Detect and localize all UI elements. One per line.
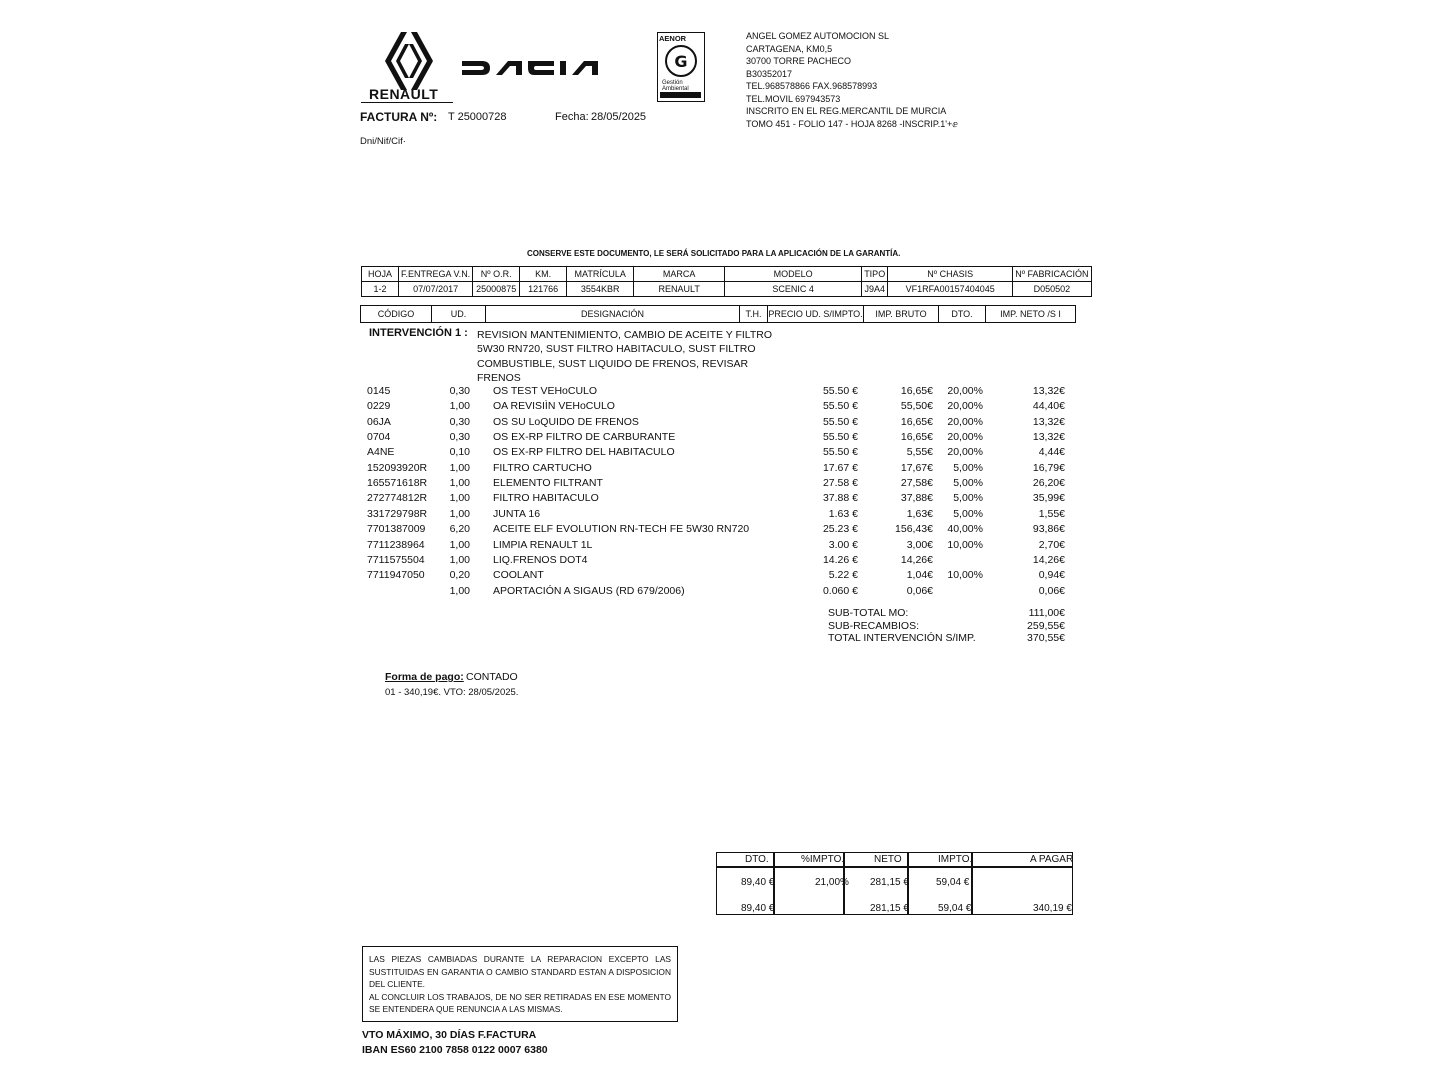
item-quantity: 1,00 <box>449 538 470 551</box>
item-gross: 55,50€ <box>900 400 933 413</box>
item-gross: 14,26€ <box>900 553 933 566</box>
vehicle-value-cell: RENAULT <box>634 282 725 297</box>
dacia-logo <box>460 57 610 79</box>
item-quantity: 0,30 <box>449 385 470 397</box>
item-code: 152093920R <box>367 461 428 474</box>
vehicle-info-table <box>361 266 1092 297</box>
vehicle-header-cell: Nº O.R. <box>473 267 520 282</box>
item-unit-price: 55.50 € <box>822 431 858 444</box>
vehicle-header-cell: MODELO <box>725 267 862 282</box>
item-discount: 5,00% <box>953 461 983 474</box>
item-unit-price: 3.00 € <box>828 538 858 551</box>
item-description: FILTRO HABITACULO <box>493 492 599 505</box>
item-quantity: 1,00 <box>449 507 470 520</box>
warranty-notice: CONSERVE ESTE DOCUMENTO, LE SERÁ SOLICITADO PARA LA APLICACIÓN DE LA GARANTÍA. <box>527 249 901 258</box>
item-net: 26,20€ <box>1032 477 1065 490</box>
totals-table <box>716 852 1073 915</box>
company-city: 30700 TORRE PACHECO <box>746 56 852 66</box>
item-gross: 1,04€ <box>906 569 933 582</box>
item-code: 7711238964 <box>367 538 425 551</box>
item-net: 14,26€ <box>1032 553 1065 566</box>
vehicle-value-cell: 3554KBR <box>567 282 634 297</box>
col-discount: DTO. <box>939 306 986 322</box>
vehicle-header-cell: HOJA <box>362 267 399 282</box>
item-code: 0229 <box>367 400 391 413</box>
vehicle-header-cell: Nº CHASIS <box>888 267 1013 282</box>
item-description: OA REVISIÌN VEHoCULO <box>493 400 615 413</box>
dni-label: Dni/Nif/Cif· <box>360 136 406 147</box>
vehicle-header-cell: TIPO <box>862 267 888 282</box>
item-description: LIQ.FRENOS DOT4 <box>493 553 588 566</box>
company-phone: TEL.968578866 FAX.968578993 <box>746 81 878 91</box>
item-quantity: 1,00 <box>449 553 470 566</box>
payment-terms: VTO MÁXIMO, 30 DÍAS F.FACTURA <box>362 1029 537 1041</box>
item-net: 13,32€ <box>1032 385 1065 397</box>
item-code: 0704 <box>367 431 391 444</box>
item-unit-price: 55.50 € <box>822 400 858 413</box>
item-gross: 16,65€ <box>900 385 933 397</box>
vehicle-value-row <box>362 282 1092 297</box>
vehicle-value-cell: 1-2 <box>362 282 399 297</box>
item-unit-price: 55.50 € <box>822 446 858 459</box>
invoice-number: T 25000728 <box>448 111 507 123</box>
totals-neto-final: 281,15 € <box>870 903 909 914</box>
item-net: 4,44€ <box>1038 446 1065 459</box>
item-description: APORTACIÓN A SIGAUS (RD 679/2006) <box>493 584 685 597</box>
totals-header-a-pagar: A PAGAR <box>1030 854 1074 865</box>
item-unit-price: 27.58 € <box>822 477 858 490</box>
item-gross: 16,65€ <box>900 415 933 428</box>
totals-header-impto-pct: %IMPTO. <box>801 854 845 865</box>
item-description: FILTRO CARTUCHO <box>493 461 592 474</box>
item-description: JUNTA 16 <box>493 507 541 520</box>
aenor-subtitle: Gestión Ambiental <box>662 80 689 92</box>
item-discount: 20,00% <box>947 446 983 459</box>
item-net: 0,06€ <box>1038 584 1065 597</box>
vehicle-header-cell: Nº FABRICACIÓN <box>1013 267 1091 282</box>
item-code: 331729798R <box>367 507 428 520</box>
vehicle-header-cell: MARCA <box>634 267 725 282</box>
item-gross: 1,63€ <box>906 507 933 520</box>
item-discount: 20,00% <box>947 415 983 428</box>
item-quantity: 0,20 <box>449 569 470 582</box>
item-quantity: 1,00 <box>449 492 470 505</box>
item-description: LIMPIA RENAULT 1L <box>493 538 593 551</box>
company-name: ANGEL GOMEZ AUTOMOCION SL <box>746 31 890 41</box>
vehicle-header-cell: MATRÍCULA <box>567 267 634 282</box>
item-gross: 156,43€ <box>895 523 933 536</box>
subtotal-values <box>1000 607 1065 645</box>
item-discount: 10,00% <box>947 569 983 582</box>
item-discount: 20,00% <box>947 400 983 413</box>
item-net: 35,99€ <box>1032 492 1065 505</box>
logo-underline <box>361 102 453 103</box>
item-description: OS EX-RP FILTRO DEL HABITACULO <box>493 446 675 459</box>
items-column-header <box>360 305 1076 323</box>
col-designation: DESIGNACIÓN <box>486 306 740 322</box>
parts-notice-text: LAS PIEZAS CAMBIADAS DURANTE LA REPARACION EXCEPTO LAS SUSTITUIDAS EN GARANTIA O CAMBIO STANDARD ESTAN A DISPOSICION DEL CLIENTE. <box>369 954 671 989</box>
item-quantity: 0,30 <box>449 415 470 428</box>
item-discount: 20,00% <box>947 431 983 444</box>
vehicle-header-cell: KM. <box>520 267 567 282</box>
col-unit-price: PRECIO UD. S/IMPTO. <box>768 306 864 322</box>
renault-logo <box>383 30 435 92</box>
vehicle-value-cell: 121766 <box>520 282 567 297</box>
item-unit-price: 55.50 € <box>822 415 858 428</box>
item-description: COOLANT <box>493 569 544 582</box>
item-discount: 5,00% <box>953 507 983 520</box>
item-net: 93,86€ <box>1032 523 1065 536</box>
item-gross: 5,55€ <box>906 446 933 459</box>
vehicle-value-cell: VF1RFA00157404045 <box>888 282 1013 297</box>
item-quantity: 0,10 <box>449 446 470 459</box>
vehicle-value-cell: J9A4 <box>862 282 888 297</box>
col-net: IMP. NETO /S I <box>1000 309 1061 319</box>
parts-notice-box <box>362 946 678 1022</box>
aenor-gm-icon <box>664 44 698 78</box>
totals-dto-value: 89,40 € <box>741 877 775 888</box>
item-description: OS TEST VEHoCULO <box>493 385 598 397</box>
item-unit-price: 1.63 € <box>828 507 858 520</box>
company-registry: INSCRITO EN EL REG.MERCANTIL DE MURCIA <box>746 106 947 116</box>
item-code: 7701387009 <box>367 523 426 536</box>
vehicle-header-cell: F.ENTREGA V.N. <box>399 267 473 282</box>
item-code: 165571618R <box>367 477 428 490</box>
iban: IBAN ES60 2100 7858 0122 0007 6380 <box>362 1044 548 1056</box>
item-quantity: 6,20 <box>449 523 470 536</box>
item-gross: 16,65€ <box>900 431 933 444</box>
subtotal-mo-value: 111,00€ <box>1028 607 1065 619</box>
col-code: CÓDIGO <box>361 306 432 322</box>
item-net: 2,70€ <box>1038 538 1065 551</box>
subtotal-parts-value: 259,55€ <box>1027 619 1065 632</box>
item-discount: 10,00% <box>947 538 983 551</box>
col-qty: UD. <box>432 306 486 322</box>
item-description: OS SU LoQUIDO DE FRENOS <box>493 415 639 428</box>
invoice-date-label: Fecha: <box>555 111 589 123</box>
item-net: 16,79€ <box>1032 461 1065 474</box>
item-description: ELEMENTO FILTRANT <box>493 477 603 490</box>
item-net: 44,40€ <box>1032 400 1065 413</box>
totals-neto-value: 281,15 € <box>870 877 909 888</box>
item-unit-price: 5.22 € <box>828 569 858 582</box>
item-quantity: 1,00 <box>449 400 470 413</box>
payment-method: CONTADO <box>466 671 518 683</box>
item-gross: 3,00€ <box>906 538 933 551</box>
intervention-label: INTERVENCIÓN 1 : <box>369 327 468 339</box>
item-discount: 40,00% <box>947 523 983 536</box>
totals-header-impto: IMPTO. <box>938 854 973 865</box>
totals-header-neto: NETO <box>874 854 902 865</box>
invoice-number-label: FACTURA Nº: <box>360 110 438 124</box>
aenor-bar <box>660 92 701 98</box>
item-net: 13,32€ <box>1032 415 1065 428</box>
totals-impto-value: 59,04 € <box>936 877 970 888</box>
company-cif: B30352017 <box>746 68 793 79</box>
svg-text:G: G <box>674 52 688 71</box>
totals-divider <box>717 866 1072 868</box>
item-net: 0,94€ <box>1038 569 1065 582</box>
col-gross: IMP. BRUTO <box>864 306 939 322</box>
subtotal-labels <box>828 607 976 645</box>
item-code: 06JA <box>367 415 391 428</box>
renault-wordmark: RENAULT <box>369 86 439 102</box>
item-code: A4NE <box>367 446 395 459</box>
totals-dto-final: 89,40 € <box>741 903 775 914</box>
intervention-description: REVISION MANTENIMIENTO, CAMBIO DE ACEITE Y FILTRO 5W30 RN720, SUST FILTRO HABITACULO, SUST FILTRO COMBUSTIBLE, SUST LIQUIDO DE FRENOS, REVISAR FRENOS <box>477 329 773 384</box>
item-net: 1,55€ <box>1038 507 1065 520</box>
item-unit-price: 17.67 € <box>822 461 858 474</box>
item-gross: 17,67€ <box>900 461 933 474</box>
payment-label: Forma de pago: <box>385 671 464 683</box>
payment-detail: 01 - 340,19€. VTO: 28/05/2025. <box>385 687 519 698</box>
item-unit-price: 0.060 € <box>822 584 858 597</box>
item-discount: 5,00% <box>953 492 983 505</box>
vehicle-value-cell: 07/07/2017 <box>399 282 473 297</box>
item-gross: 0,06€ <box>906 584 933 597</box>
totals-a-pagar-value: 340,19 € <box>1033 903 1072 914</box>
vehicle-header-row <box>362 267 1092 282</box>
vehicle-value-cell: SCENIC 4 <box>725 282 862 297</box>
total-intervention-value: 370,55€ <box>1027 632 1065 645</box>
totals-header-dto: DTO. <box>745 854 769 865</box>
item-code: 7711575504 <box>367 553 425 566</box>
item-discount: 20,00% <box>947 385 983 397</box>
item-gross: 37,88€ <box>900 492 933 505</box>
item-net: 13,32€ <box>1032 431 1065 444</box>
item-quantity: 1,00 <box>449 477 470 490</box>
invoice-date: 28/05/2025 <box>591 111 647 123</box>
company-address: CARTAGENA, KM0,5 <box>746 43 833 54</box>
item-code: 0145 <box>367 385 391 397</box>
company-mobile: TEL.MOVIL 697943573 <box>746 93 841 104</box>
company-registry-details: TOMO 451 - FOLIO 147 - HOJA 8268 -INSCRIP.1'+ⅇ <box>746 118 958 129</box>
item-unit-price: 14.26 € <box>822 553 858 566</box>
item-quantity: 0,30 <box>449 431 470 444</box>
col-th: T.H. <box>740 306 768 322</box>
item-quantity: 1,00 <box>449 584 470 597</box>
item-discount: 5,00% <box>953 477 983 490</box>
subtotal-parts-label: SUB-RECAMBIOS: <box>828 619 920 632</box>
parts-notice-text-2: AL CONCLUIR LOS TRABAJOS, DE NO SER RETIRADAS EN ESE MOMENTO SE ENTENDERA QUE RENUNCIA A LAS MISMAS. <box>369 991 671 1014</box>
item-code: 272774812R <box>367 492 428 505</box>
totals-impto-final: 59,04 € <box>938 903 972 914</box>
total-intervention-label: TOTAL INTERVENCIÓN S/IMP. <box>828 632 976 645</box>
item-gross: 27,58€ <box>900 477 933 490</box>
item-code: 7711947050 <box>367 569 425 582</box>
vehicle-value-cell: 25000875 <box>473 282 520 297</box>
item-unit-price: 25.23 € <box>822 523 858 536</box>
item-quantity: 1,00 <box>449 461 470 474</box>
item-description: OS EX-RP FILTRO DE CARBURANTE <box>493 431 676 444</box>
vehicle-value-cell: D050502 <box>1013 282 1091 297</box>
subtotal-mo-label: SUB-TOTAL MO: <box>828 607 909 619</box>
aenor-label: AENOR <box>659 34 687 43</box>
item-unit-price: 37.88 € <box>822 492 858 505</box>
company-info <box>746 30 958 130</box>
item-unit-price: 55.50 € <box>822 385 858 397</box>
item-description: ACEITE ELF EVOLUTION RN-TECH FE 5W30 RN720 <box>493 523 750 536</box>
totals-impto-pct-value: 21,00% <box>815 877 849 888</box>
